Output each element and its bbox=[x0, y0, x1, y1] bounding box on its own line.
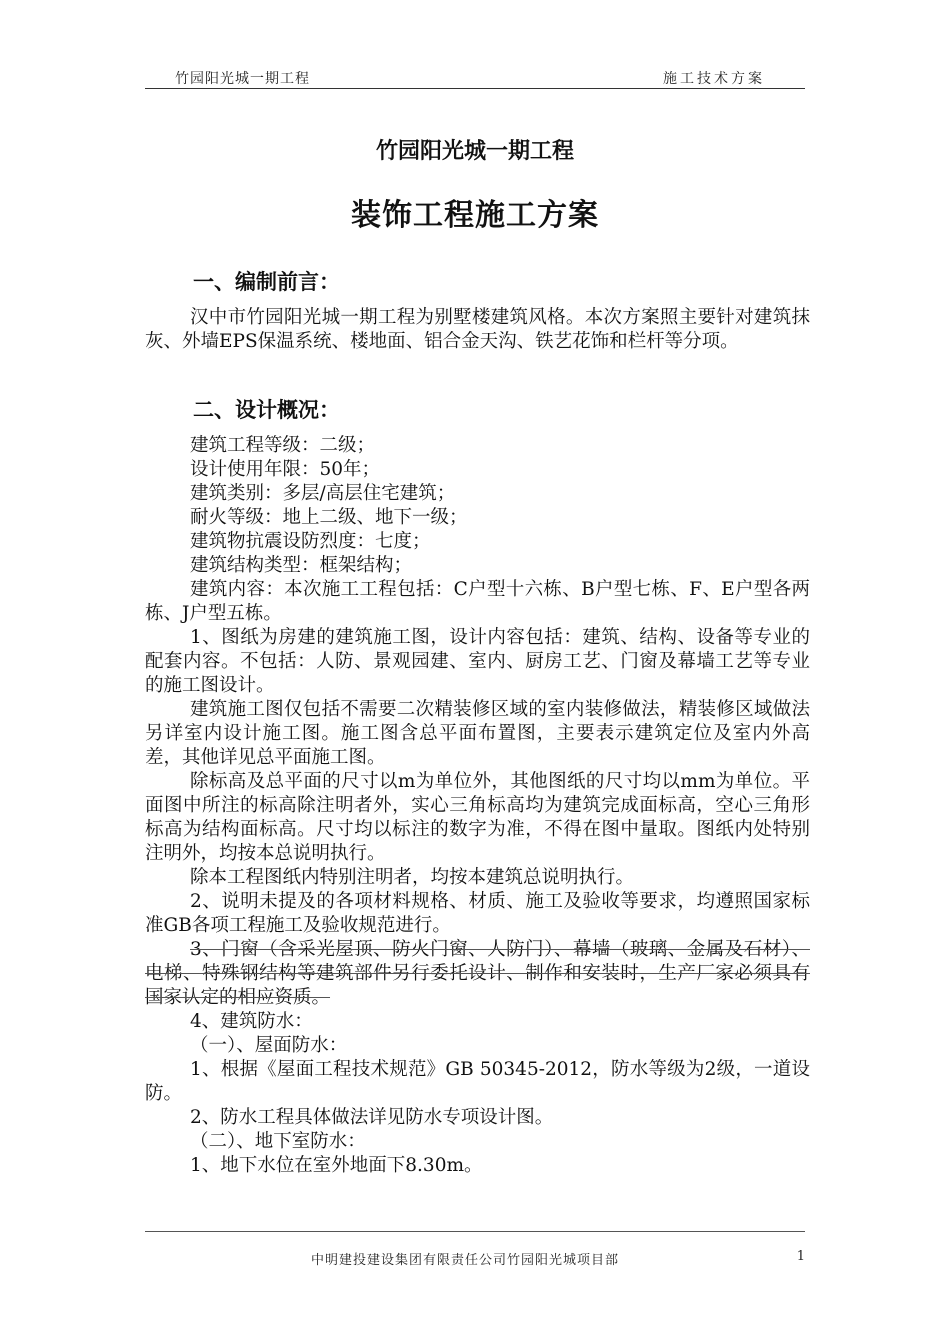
section-heading-preface: 一、编制前言： bbox=[193, 270, 340, 294]
overview-content: 建筑内容：本次施工工程包括：C户型十六栋、B户型七栋、F、E户型各两栋、J户型五栋。 bbox=[145, 579, 810, 624]
note-2-materials: 2、说明未提及的各项材料规格、材质、施工及验收等要求，均遵照国家标准GB各项工程施工及验收规范进行。 bbox=[145, 891, 810, 936]
note-units: 除标高及总平面的尺寸以m为单位外，其他图纸的尺寸均以mm为单位。平面图中所注的标高除注明者外，实心三角标高均为建筑完成面标高，空心三角形标高为结构面标高。尺寸均以标注的数字为准，不得在图中量取。图纸内处特别注明外，均按本总说明执行。 bbox=[145, 771, 810, 864]
overview-seismic: 建筑物抗震设防烈度：七度； bbox=[190, 531, 431, 552]
page-header bbox=[145, 66, 805, 89]
project-title: 竹园阳光城一期工程 bbox=[375, 139, 574, 164]
overview-fire-rating: 耐火等级：地上二级、地下一级； bbox=[190, 507, 468, 528]
overview-structure: 建筑结构类型：框架结构； bbox=[190, 555, 413, 576]
preface-paragraph: 汉中市竹园阳光城一期工程为别墅楼建筑风格。本次方案照主要针对建筑抹灰、外墙EPS保温系统、楼地面、铝合金天沟、铁艺花饰和栏杆等分项。 bbox=[145, 307, 810, 352]
roof-waterproofing-1: 1、根据《屋面工程技术规范》GB 50345-2012，防水等级为2级，一道设防。 bbox=[145, 1059, 810, 1104]
note-construction-drawings: 建筑施工图仅包括不需要二次精装修区域的室内装修做法，精装修区域做法另详室内设计施工图。施工图含总平面布置图，主要表示建筑定位及室内外高差，其他详见总平面施工图。 bbox=[145, 699, 810, 768]
note-general: 除本工程图纸内特别注明者，均按本建筑总说明执行。 bbox=[190, 867, 635, 888]
overview-grade: 建筑工程等级：二级； bbox=[190, 435, 376, 456]
header-doc-type: 施工技术方案 bbox=[663, 71, 765, 87]
roof-waterproofing-2: 2、防水工程具体做法详见防水专项设计图。 bbox=[190, 1107, 554, 1128]
footer-company: 中明建投建设集团有限责任公司竹园阳光城项目部 bbox=[310, 1253, 619, 1268]
page-footer bbox=[145, 1231, 805, 1268]
section-heading-design-overview: 二、设计概况： bbox=[193, 398, 340, 422]
overview-category: 建筑类别：多层/高层住宅建筑； bbox=[190, 483, 456, 504]
note-3-components: 3、门窗（含采光屋顶、防火门窗、人防门）、幕墙（玻璃、金属及石材）、电梯、特殊钢结构等建筑部件另行委托设计、制作和安装时，生产厂家必须具有国家认定的相应资质。 bbox=[145, 939, 810, 1008]
overview-service-life: 设计使用年限：50年； bbox=[190, 459, 381, 480]
header-project-name: 竹园阳光城一期工程 bbox=[175, 71, 310, 87]
page-number: 1 bbox=[796, 1249, 805, 1264]
basement-waterproofing-heading: （二）、地下室防水： bbox=[190, 1131, 366, 1152]
roof-waterproofing-heading: （一）、屋面防水： bbox=[190, 1035, 348, 1056]
note-4-waterproofing: 4、建筑防水： bbox=[190, 1011, 313, 1032]
note-1-drawings: 1、图纸为房建的建筑施工图，设计内容包括：建筑、结构、设备等专业的配套内容。不包括：人防、景观园建、室内、厨房工艺、门窗及幕墙工艺等专业的施工图设计。 bbox=[145, 627, 810, 696]
basement-waterproofing-1: 1、地下水位在室外地面下8.30m。 bbox=[190, 1155, 483, 1176]
document-title: 装饰工程施工方案 bbox=[351, 198, 599, 233]
